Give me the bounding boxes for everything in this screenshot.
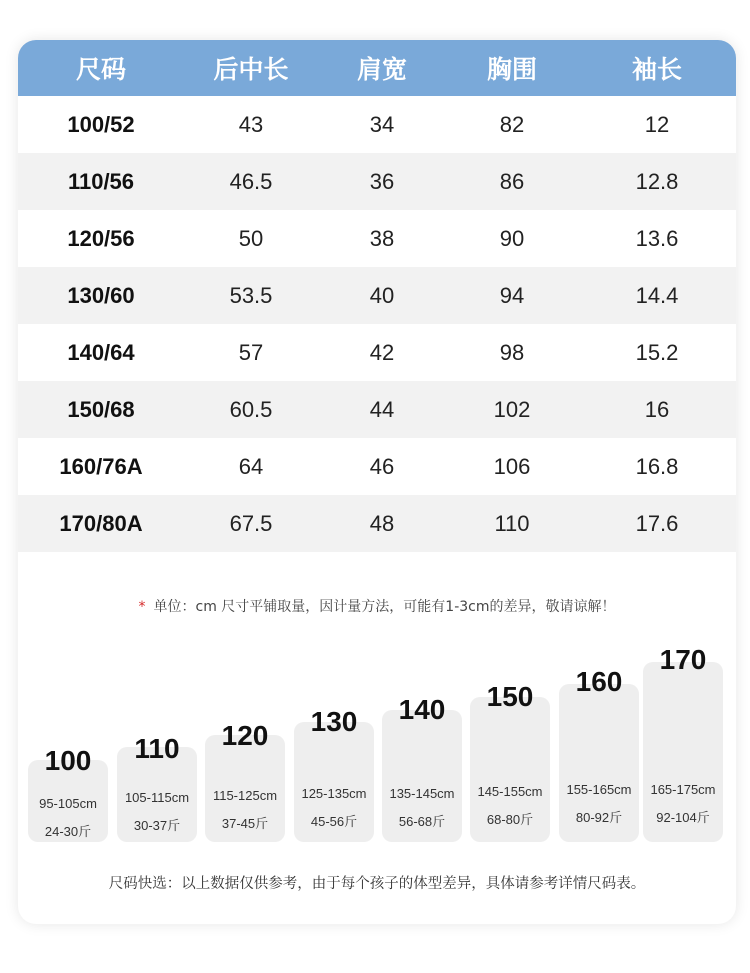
- size-guide-size: 170: [659, 644, 707, 675]
- size-guide-size: 160: [575, 666, 623, 697]
- sleeve-cell: 12.8: [578, 153, 736, 210]
- header-size: 尺码: [18, 40, 184, 96]
- size-guide-height: 115-125cm: [212, 788, 278, 803]
- sleeve-cell: 13.6: [635, 225, 679, 251]
- size-guide-weight: 37-45斤: [221, 816, 269, 831]
- back-length-cell: 57: [238, 339, 264, 365]
- size-cell: 130/60: [18, 267, 184, 324]
- chest-cell: 110: [446, 495, 578, 552]
- chest-cell: 98: [499, 339, 525, 365]
- size-guide-height: 145-155cm: [477, 784, 543, 799]
- size-guide-size: 120: [221, 720, 269, 751]
- back-length-cell: 53.5: [184, 267, 318, 324]
- chest-cell: 102: [446, 381, 578, 438]
- sleeve-cell: 14.4: [578, 267, 736, 324]
- header-back-length: 后中长: [184, 40, 318, 96]
- size-guide: [18, 40, 736, 924]
- sleeve-cell: 16: [578, 381, 736, 438]
- size-guide-height: 105-115cm: [124, 790, 190, 805]
- back-length-cell: 64: [238, 453, 264, 479]
- size-guide-weight: 92-104斤: [656, 810, 710, 825]
- shoulder-cell: 34: [369, 111, 395, 137]
- size-guide-size: 110: [134, 733, 180, 764]
- back-length-cell: 50: [238, 225, 264, 251]
- size-guide-weight: 56-68斤: [398, 814, 446, 829]
- size-guide-size: 130: [310, 706, 358, 737]
- size-cell: 120/56: [67, 225, 135, 251]
- size-guide-height: 125-135cm: [301, 786, 367, 801]
- size-cell: 110/56: [18, 153, 184, 210]
- back-length-cell: 46.5: [184, 153, 318, 210]
- size-cell: 160/76A: [59, 453, 143, 479]
- shoulder-cell: 36: [318, 153, 446, 210]
- size-guide-size: 100: [44, 745, 92, 776]
- size-guide-size: 140: [398, 694, 446, 725]
- shoulder-cell: 46: [369, 453, 395, 479]
- size-cell: 170/80A: [18, 495, 184, 552]
- back-length-cell: 43: [238, 111, 264, 137]
- sleeve-cell: 16.8: [635, 453, 679, 479]
- unit-note-text: 单位：cm 尺寸平铺取量，因计量方法，可能有1-3cm的差异，敬请谅解！: [153, 599, 616, 615]
- header-sleeve-length: 袖长: [578, 40, 736, 96]
- size-guide-size: 150: [486, 681, 534, 712]
- size-guide-height: 135-145cm: [389, 786, 455, 801]
- shoulder-cell: 38: [369, 225, 395, 251]
- size-guide-weight: 68-80斤: [486, 812, 534, 827]
- sleeve-cell: 15.2: [635, 339, 679, 365]
- size-guide-height: 155-165cm: [566, 782, 632, 797]
- size-guide-weight: 30-37斤: [133, 818, 181, 833]
- chest-cell: 90: [499, 225, 525, 251]
- header-chest: 胸围: [446, 40, 578, 96]
- asterisk-icon: *: [138, 599, 146, 615]
- size-cell: 140/64: [67, 339, 135, 365]
- size-guide-height: 165-175cm: [650, 782, 716, 797]
- chest-cell: 106: [493, 453, 531, 479]
- size-guide-height: 95-105cm: [39, 796, 97, 811]
- back-length-cell: 67.5: [184, 495, 318, 552]
- back-length-cell: 60.5: [184, 381, 318, 438]
- chest-cell: 94: [446, 267, 578, 324]
- header-shoulder-width: 肩宽: [318, 40, 446, 96]
- shoulder-cell: 48: [318, 495, 446, 552]
- size-cell: 150/68: [18, 381, 184, 438]
- shoulder-cell: 40: [318, 267, 446, 324]
- sleeve-cell: 12: [644, 111, 670, 137]
- size-chart-card: [18, 40, 736, 924]
- shoulder-cell: 44: [318, 381, 446, 438]
- sleeve-cell: 17.6: [578, 495, 736, 552]
- chest-cell: 82: [499, 111, 525, 137]
- size-guide-weight: 24-30斤: [44, 824, 92, 839]
- size-guide-weight: 80-92斤: [575, 810, 623, 825]
- size-guide-weight: 45-56斤: [310, 814, 358, 829]
- size-cell: 100/52: [67, 111, 135, 137]
- chest-cell: 86: [446, 153, 578, 210]
- shoulder-cell: 42: [369, 339, 395, 365]
- size-guide-footer: 尺码快选：以上数据仅供参考，由于每个孩子的体型差异，具体请参考详情尺码表。: [108, 876, 646, 892]
